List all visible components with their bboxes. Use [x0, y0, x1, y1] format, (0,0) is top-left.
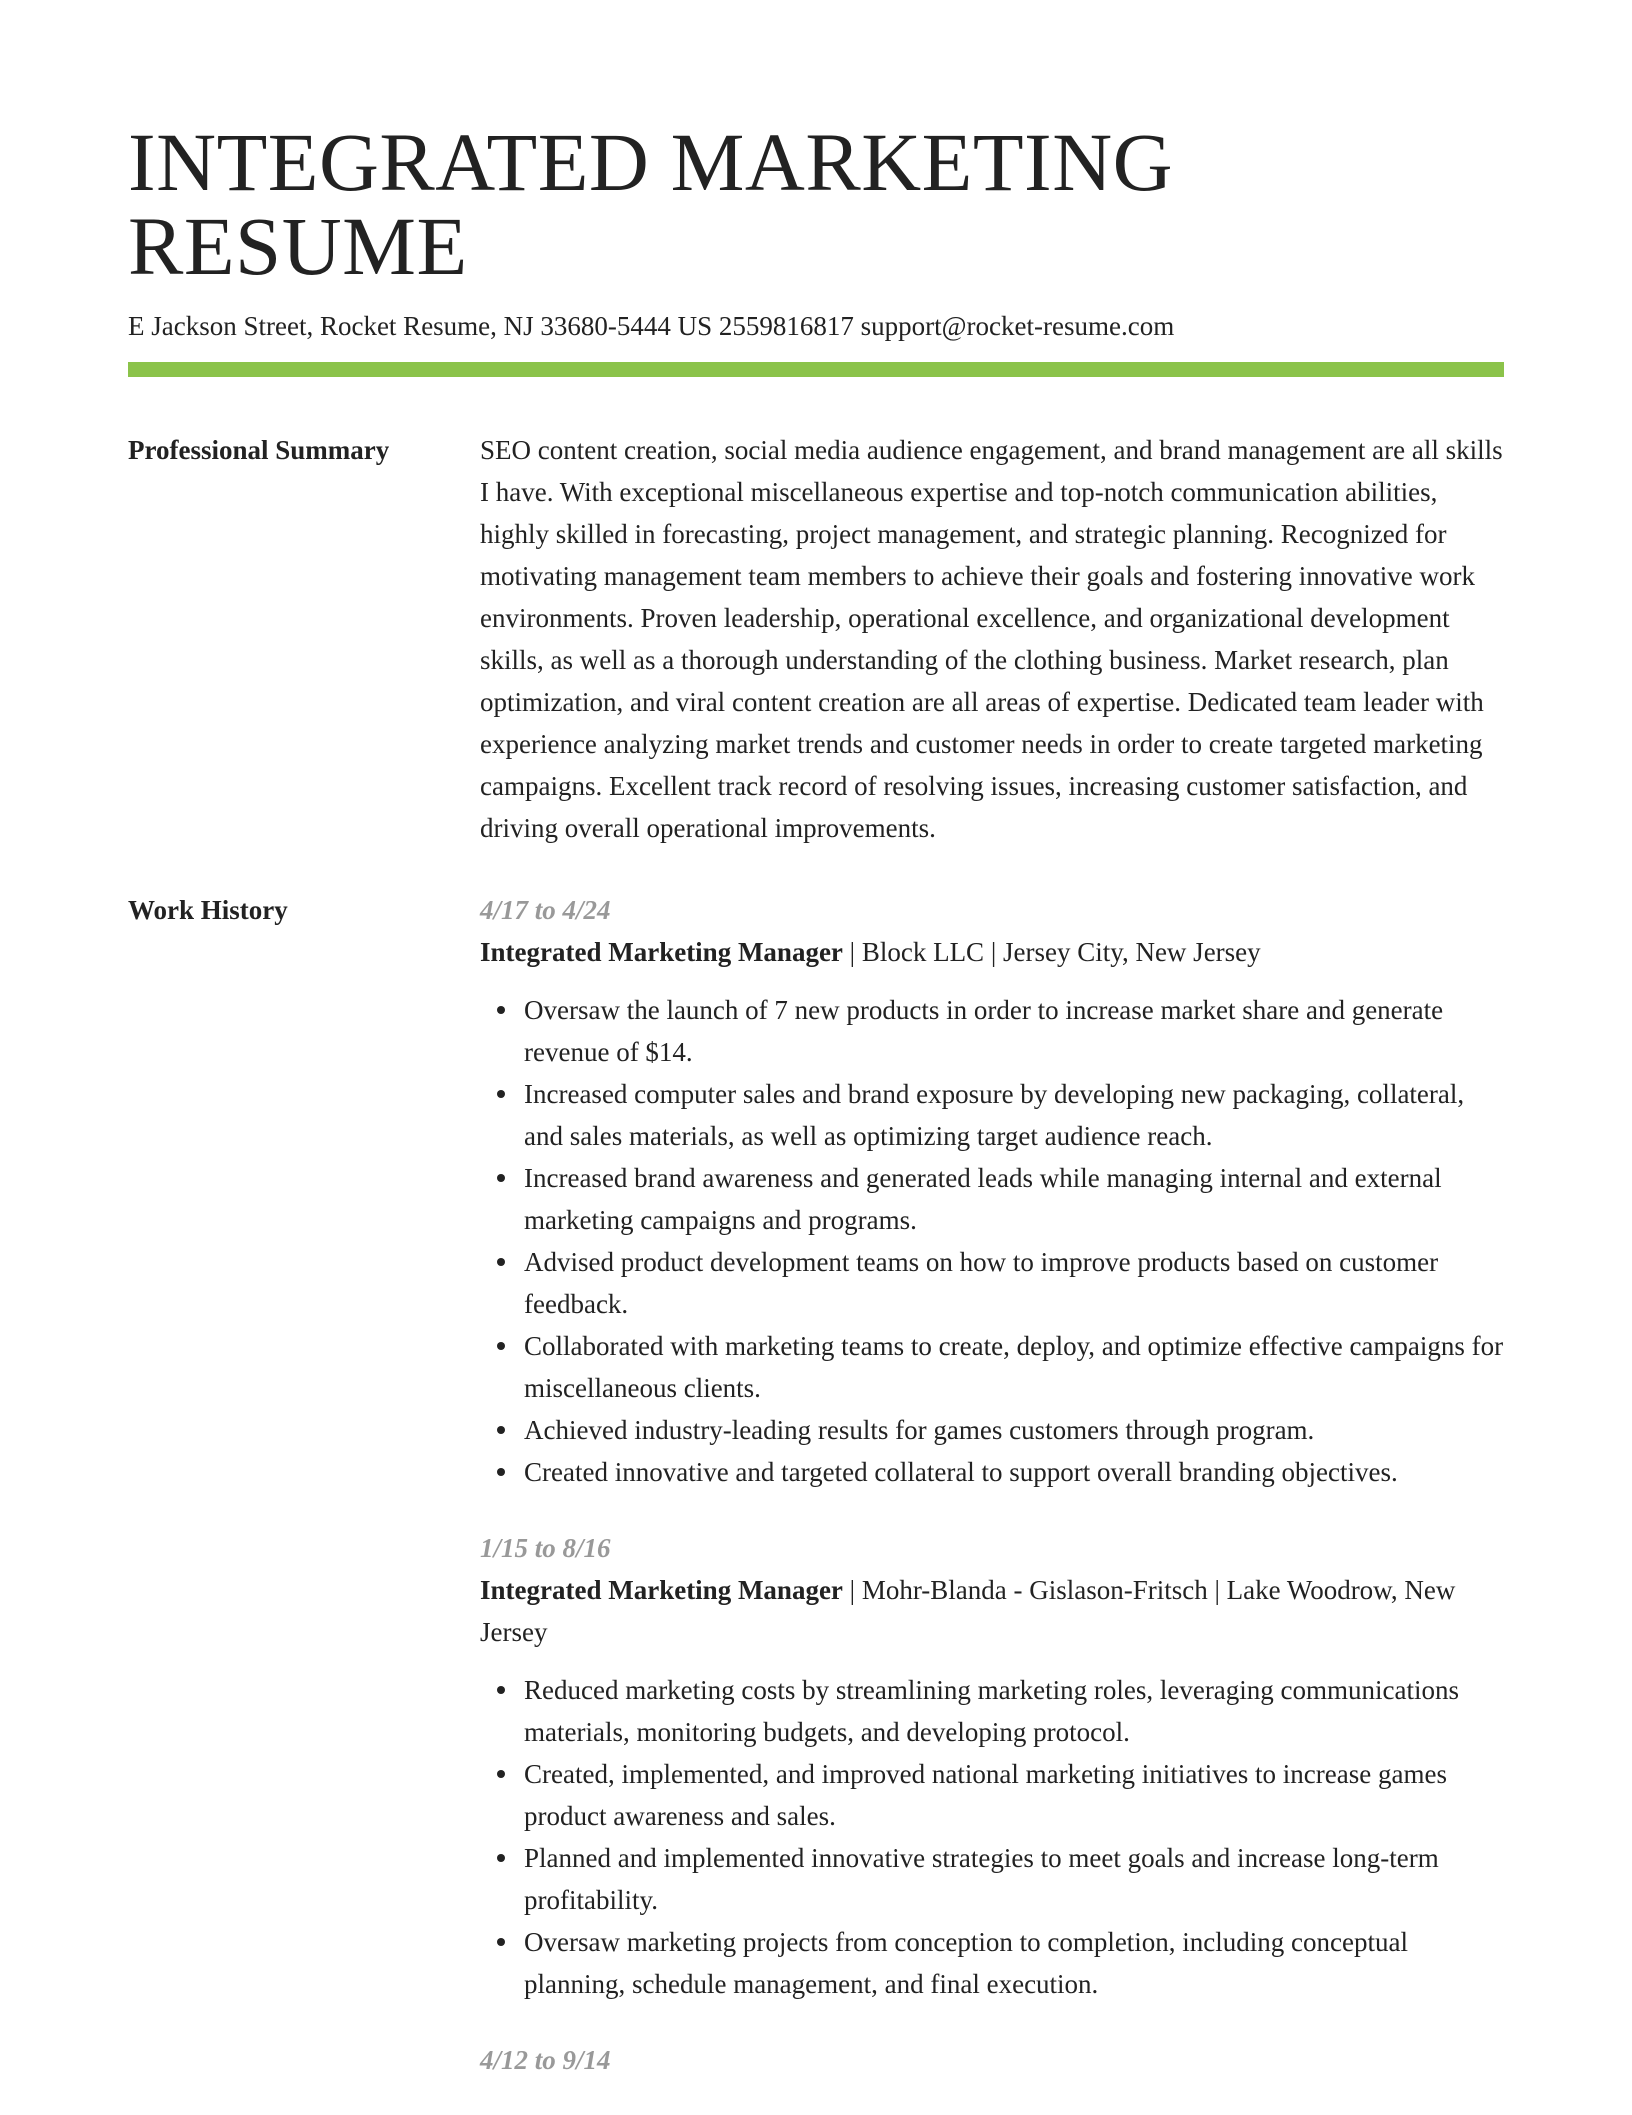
bullet-dot-icon: [497, 1854, 505, 1862]
job-bullet-text: Reduced marketing costs by streamlining marketing roles, leveraging communications materials, monitoring budgets, and developing protocol.: [524, 1675, 1460, 1747]
bullet-dot-icon: [497, 1006, 505, 1014]
job-bullet-text: Collaborated with marketing teams to create, deploy, and optimize effective campaigns for miscellaneous clients.: [524, 1331, 1504, 1403]
job-heading: [480, 931, 1504, 973]
job-bullet: [524, 1669, 1504, 1753]
work-history-section: [128, 889, 1504, 2115]
resume-title: INTEGRATED MARKETING RESUME: [128, 116, 1174, 292]
job-bullet-text: Planned and implemented innovative strategies to meet goals and increase long-term profitability.: [524, 1843, 1439, 1915]
job-bullet: [524, 1753, 1504, 1837]
job-details: | Mohr-Blanda - Gislason-Fritsch | Lake Woodrow, New Jersey: [480, 1575, 1456, 1647]
job-bullet: [524, 1837, 1504, 1921]
job-bullet-text: Created, implemented, and improved national marketing initiatives to increase games product awareness and sales.: [524, 1759, 1447, 1831]
job-bullet: [524, 1921, 1504, 2005]
job-title: Integrated Marketing Manager: [480, 1575, 843, 1605]
job-bullet-text: Oversaw the launch of 7 new products in order to increase market share and generate revenue of $14.: [524, 995, 1444, 1067]
contact-line: E Jackson Street, Rocket Resume, NJ 33680-5444 US 2559816817 support@rocket-resume.com: [128, 311, 1175, 341]
job-dates: 4/17 to 4/24: [480, 895, 611, 925]
job-bullet-text: Increased computer sales and brand exposure by developing new packaging, collateral, and sales materials, as well as optimizing target audience reach.: [524, 1079, 1465, 1151]
job-bullet-text: Oversaw marketing projects from conception to completion, including conceptual planning, schedule management, and final execution.: [524, 1927, 1408, 1999]
job-bullet-text: Increased brand awareness and generated leads while managing internal and external marketing campaigns and programs.: [524, 1163, 1442, 1235]
professional-summary-section: [128, 429, 1504, 849]
job-dates: 1/15 to 8/16: [480, 1533, 611, 1563]
bullet-dot-icon: [497, 1174, 505, 1182]
job-bullet: [524, 1241, 1504, 1325]
job-bullet-text: Advised product development teams on how to improve products based on customer feedback.: [524, 1247, 1439, 1319]
job-bullet-list: [480, 1669, 1504, 2005]
job-bullet: [524, 1409, 1504, 1451]
job-bullet: [524, 1157, 1504, 1241]
bullet-dot-icon: [497, 1426, 505, 1434]
section-label-summary: Professional Summary: [128, 435, 390, 465]
bullet-dot-icon: [497, 1686, 505, 1694]
bullet-dot-icon: [497, 1468, 505, 1476]
job-bullet: [524, 1451, 1504, 1493]
bullet-dot-icon: [497, 1258, 505, 1266]
bullet-dot-icon: [497, 1938, 505, 1946]
job-entry: [480, 889, 1504, 1493]
job-entry: [480, 1527, 1504, 2005]
work-history-body: [480, 889, 1504, 2115]
job-heading: [480, 1569, 1504, 1653]
job-details: | Block LLC | Jersey City, New Jersey: [842, 937, 1261, 967]
summary-body: [480, 429, 1504, 849]
bullet-dot-icon: [497, 1770, 505, 1778]
summary-text: SEO content creation, social media audience engagement, and brand management are all skills I have. With exceptional miscellaneous expertise and top-notch communication abilities, highly skilled in forecasting, project management, and strategic planning. Recognized for motivating management team members to achieve their goals and fostering innovative work environments. Proven leadership, operational excellence, and organizational development skills, as well as a thorough understanding of the clothing business. Market research, plan optimization, and viral content creation are all areas of expertise. Dedicated team leader with experience analyzing market trends and customer needs in order to create targeted marketing campaigns. Excellent track record of resolving issues, increasing customer satisfaction, and driving overall operational improvements.: [480, 435, 1503, 843]
bullet-dot-icon: [497, 1090, 505, 1098]
job-bullet-list: [480, 989, 1504, 1493]
job-entry: [480, 2039, 1504, 2081]
job-bullet-text: Created innovative and targeted collateral to support overall branding objectives.: [524, 1457, 1398, 1487]
job-bullet-text: Achieved industry-leading results for games customers through program.: [524, 1415, 1315, 1445]
accent-divider: [128, 362, 1504, 377]
section-label-work-history: Work History: [128, 895, 288, 925]
job-title: Integrated Marketing Manager: [480, 937, 843, 967]
job-bullet: [524, 1325, 1504, 1409]
bullet-dot-icon: [497, 1342, 505, 1350]
job-dates: 4/12 to 9/14: [480, 2045, 611, 2075]
job-bullet: [524, 1073, 1504, 1157]
job-bullet: [524, 989, 1504, 1073]
